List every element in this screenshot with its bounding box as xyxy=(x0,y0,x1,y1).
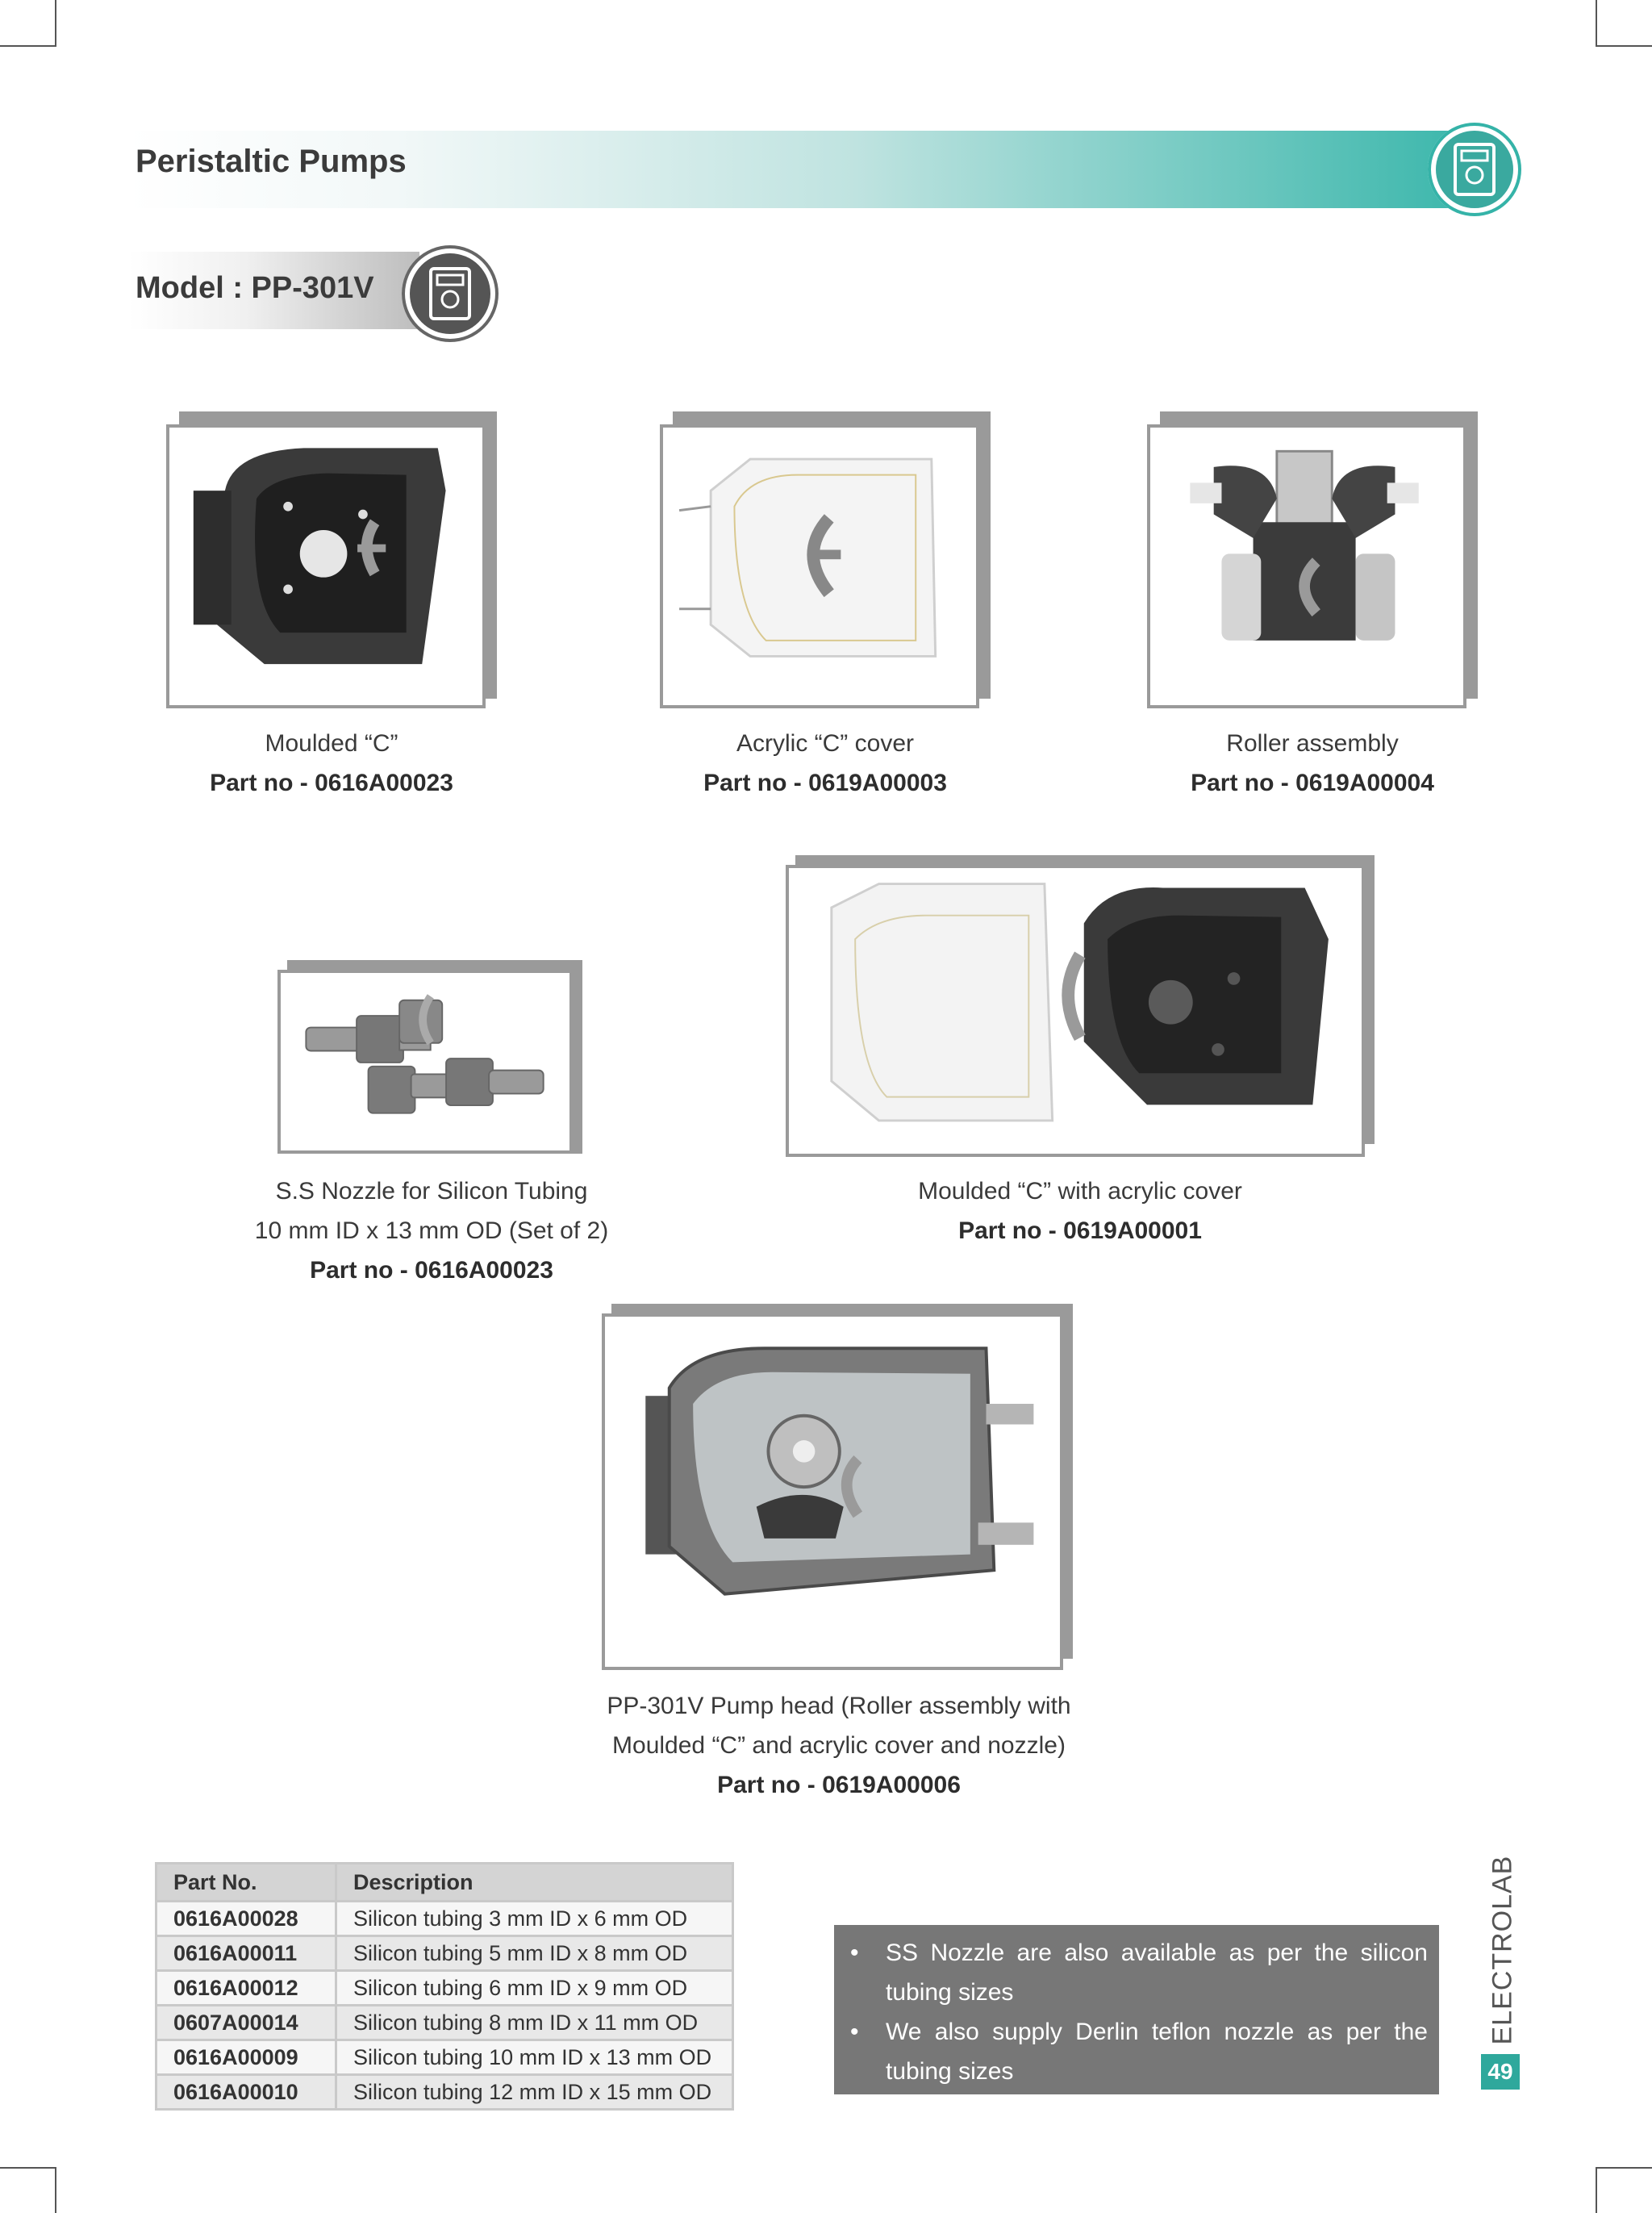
description-cell: Silicon tubing 5 mm ID x 8 mm OD xyxy=(336,1936,733,1971)
brand-logo xyxy=(1484,1855,1520,2045)
product-part-no: Part no - 0619A00004 xyxy=(1191,770,1434,796)
product-part-no: Part no - 0619A00003 xyxy=(703,770,947,796)
product-name: Moulded “C” with acrylic cover xyxy=(918,1178,1242,1205)
part-no-cell: 0607A00014 xyxy=(156,2006,336,2040)
description-cell: Silicon tubing 10 mm ID x 13 mm OD xyxy=(336,2040,733,2075)
product-name-line1: S.S Nozzle for Silicon Tubing xyxy=(275,1178,588,1205)
product-name: Roller assembly xyxy=(1226,730,1399,757)
product-part-no: Part no - 0619A00006 xyxy=(717,1772,961,1798)
table-row xyxy=(156,2075,733,2110)
product-name-line1: PP-301V Pump head (Roller assembly with xyxy=(607,1693,1071,1719)
table-row xyxy=(156,1971,733,2006)
caption-pump-head xyxy=(597,1686,1081,1805)
product-part-no: Part no - 0616A00023 xyxy=(310,1257,553,1284)
table-header-row xyxy=(156,1864,733,1902)
caption-ss-nozzle xyxy=(242,1171,621,1290)
product-name: Acrylic “C” cover xyxy=(736,730,914,757)
table-row xyxy=(156,1936,733,1971)
brand-text: ELECTROLAB xyxy=(1487,1855,1518,2045)
table-row xyxy=(156,1902,733,1936)
column-header: Description xyxy=(336,1864,733,1902)
description-cell: Silicon tubing 3 mm ID x 6 mm OD xyxy=(336,1902,733,1936)
product-name: Moulded “C” xyxy=(265,730,398,757)
pump-icon xyxy=(426,265,474,322)
caption-roller-assembly xyxy=(1147,724,1478,803)
notes-box xyxy=(834,1925,1439,2094)
caption-moulded-c xyxy=(166,724,497,803)
table-row xyxy=(156,2040,733,2075)
page-number: 49 xyxy=(1481,2054,1520,2090)
column-header: Part No. xyxy=(156,1864,336,1902)
model-title: Model : PP-301V xyxy=(136,271,374,305)
product-name-line2: Moulded “C” and acrylic cover and nozzle) xyxy=(612,1732,1066,1759)
product-name-line2: 10 mm ID x 13 mm OD (Set of 2) xyxy=(254,1217,609,1244)
description-cell: Silicon tubing 6 mm ID x 9 mm OD xyxy=(336,1971,733,2006)
part-no-cell: 0616A00028 xyxy=(156,1902,336,1936)
caption-acrylic-cover xyxy=(660,724,991,803)
table-row xyxy=(156,2006,733,2040)
product-part-no: Part no - 0616A00023 xyxy=(210,770,453,796)
description-cell: Silicon tubing 12 mm ID x 15 mm OD xyxy=(336,2075,733,2110)
note-item: • We also supply Derlin teflon nozzle as per the tubing sizes xyxy=(845,2012,1428,2091)
header-badge xyxy=(1428,123,1521,216)
silicon-tubing-table xyxy=(155,1862,734,2111)
part-no-cell: 0616A00012 xyxy=(156,1971,336,2006)
part-no-cell: 0616A00011 xyxy=(156,1936,336,1971)
part-no-cell: 0616A00009 xyxy=(156,2040,336,2075)
caption-moulded-c-acrylic xyxy=(874,1171,1286,1251)
part-no-cell: 0616A00010 xyxy=(156,2075,336,2110)
page-title: Peristaltic Pumps xyxy=(136,144,407,179)
note-item: • SS Nozzle are also available as per the silicon tubing sizes xyxy=(845,1933,1428,2012)
pump-icon xyxy=(1450,141,1499,198)
model-badge xyxy=(402,245,499,342)
description-cell: Silicon tubing 8 mm ID x 11 mm OD xyxy=(336,2006,733,2040)
product-part-no: Part no - 0619A00001 xyxy=(958,1217,1202,1244)
